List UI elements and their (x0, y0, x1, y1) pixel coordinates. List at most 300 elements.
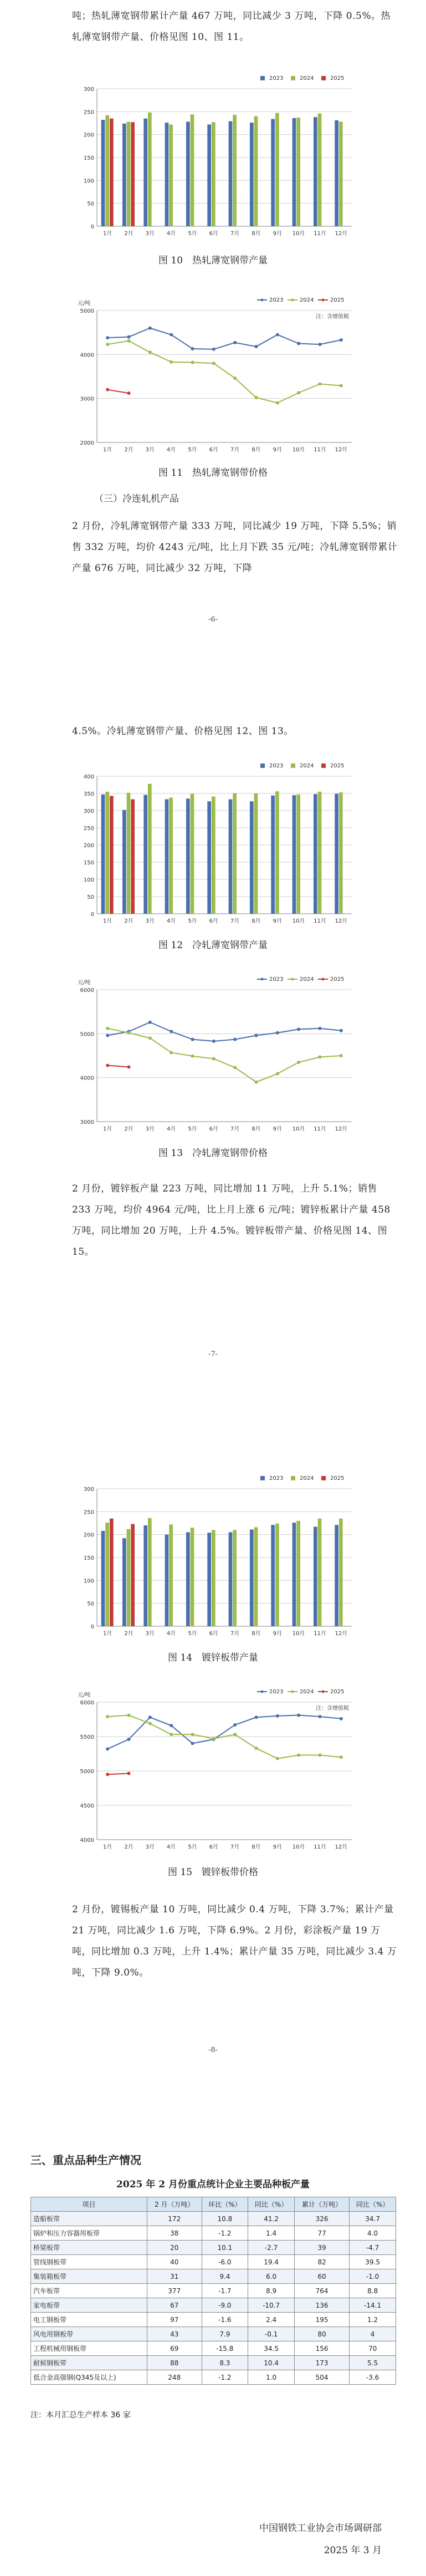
legend-marker (291, 978, 294, 981)
figure-caption: 图 10 热轧薄宽钢带产量 (158, 255, 268, 266)
bar (148, 1518, 152, 1626)
y-tick-label: 200 (83, 843, 94, 849)
y-tick-label: 2000 (80, 440, 94, 446)
data-point (212, 1057, 215, 1061)
header-yoy: 同比（%） (248, 2197, 295, 2212)
bar (207, 1533, 211, 1626)
x-tick-label: 11月 (314, 918, 326, 924)
data-point (340, 384, 343, 388)
cell-value: 377 (147, 2284, 202, 2298)
data-point (297, 1753, 300, 1757)
cell-value: 39.5 (350, 2255, 396, 2269)
cell-value: 156 (295, 2341, 350, 2356)
table-header-row (31, 2197, 396, 2212)
x-tick-label: 11月 (314, 1126, 326, 1132)
data-point (340, 338, 343, 342)
data-point (255, 396, 258, 399)
cell-value: -1.0 (350, 2269, 396, 2284)
data-point (319, 382, 322, 385)
cell-value: 172 (147, 2212, 202, 2226)
data-point (276, 401, 279, 405)
data-point (191, 361, 194, 364)
x-tick-label: 3月 (145, 231, 155, 237)
y-tick-label: 6000 (80, 987, 94, 994)
bar (148, 784, 152, 914)
data-point (340, 1054, 343, 1057)
x-tick-label: 4月 (166, 1844, 176, 1850)
data-point (255, 1715, 258, 1719)
legend-swatch (321, 763, 326, 768)
y-tick-label: 4000 (80, 1837, 94, 1844)
x-tick-label: 5月 (188, 447, 197, 453)
data-point (170, 1051, 173, 1054)
bar (143, 795, 147, 914)
legend-marker (291, 299, 294, 302)
legend-label: 2024 (300, 976, 314, 982)
x-tick-label: 8月 (252, 1126, 261, 1132)
x-tick-label: 6月 (209, 447, 219, 453)
y-tick-label: 6000 (80, 1700, 94, 1706)
x-tick-label: 6月 (209, 1844, 219, 1850)
legend-label: 2023 (269, 75, 284, 82)
x-tick-label: 4月 (166, 1631, 176, 1637)
legend-label: 2025 (330, 297, 345, 303)
legend-swatch (260, 76, 265, 80)
x-tick-label: 8月 (252, 447, 261, 453)
data-point (297, 1714, 300, 1717)
x-tick-label: 5月 (188, 1844, 197, 1850)
y-tick-label: 3000 (80, 396, 94, 403)
data-point (170, 360, 173, 364)
series-line (107, 1022, 341, 1041)
x-tick-label: 3月 (145, 918, 155, 924)
bar (229, 800, 233, 914)
data-point (106, 1715, 109, 1718)
y-tick-label: 4500 (80, 1803, 94, 1809)
x-tick-label: 5月 (188, 1631, 197, 1637)
y-tick-label: 300 (83, 808, 94, 814)
y-tick-label: 100 (83, 877, 94, 883)
x-tick-label: 4月 (166, 231, 176, 237)
data-point (106, 388, 109, 391)
y-tick-label: 250 (83, 826, 94, 832)
y-tick-label: 0 (90, 224, 94, 230)
cell-value: 41.2 (248, 2212, 295, 2226)
table-row (31, 2341, 396, 2356)
bar-chart-fig12 (72, 760, 360, 931)
data-point (319, 1055, 322, 1058)
cell-value: -15.8 (202, 2341, 248, 2356)
cell-value: 10.4 (248, 2356, 295, 2370)
table-note: 注：本月汇总生产样本 36 家 (30, 2411, 131, 2420)
legend-label: 2024 (300, 1689, 314, 1695)
bar (314, 1527, 317, 1626)
bar (339, 792, 343, 914)
x-tick-label: 7月 (230, 1844, 240, 1850)
data-point (170, 1733, 173, 1736)
x-tick-label: 2月 (124, 1631, 134, 1637)
table-row (31, 2284, 396, 2298)
chart-note: 注：含增值税 (316, 1706, 349, 1712)
bar (212, 1530, 215, 1626)
legend-swatch (291, 76, 295, 80)
data-point (319, 1027, 322, 1030)
cell-value: 504 (295, 2370, 350, 2385)
data-point (148, 1036, 152, 1040)
x-tick-label: 5月 (188, 231, 197, 237)
y-tick-label: 50 (87, 894, 94, 900)
paragraph: 4.5%。冷轧薄宽钢带产量、价格见图 12、图 13。 (72, 726, 294, 737)
bar (296, 795, 300, 914)
bar (271, 1525, 275, 1626)
cell-value: 9.4 (202, 2269, 248, 2284)
data-point (191, 1742, 194, 1745)
x-tick-label: 10月 (292, 918, 305, 924)
legend-label: 2023 (269, 1475, 284, 1482)
x-tick-label: 7月 (230, 447, 240, 453)
bar (254, 116, 258, 226)
data-point (106, 1773, 109, 1776)
cell-value: 20 (147, 2241, 202, 2255)
bar (250, 801, 254, 914)
data-point (340, 1755, 343, 1759)
y-tick-label: 4000 (80, 352, 94, 359)
data-point (148, 350, 152, 354)
cell-item: 工程机械用钢板带 (31, 2341, 147, 2356)
data-point (127, 1738, 131, 1741)
bar (169, 124, 173, 226)
x-tick-label: 7月 (230, 1126, 240, 1132)
data-point (276, 1031, 279, 1035)
bar (212, 797, 215, 914)
bar (110, 1519, 114, 1626)
x-tick-label: 9月 (273, 1844, 283, 1850)
page-number: -6- (208, 615, 218, 624)
bar (296, 118, 300, 226)
y-tick-label: 50 (87, 201, 94, 207)
bar (191, 794, 194, 914)
bar (131, 1524, 135, 1626)
cell-item: 集装箱板带 (31, 2269, 147, 2284)
table-row (31, 2327, 396, 2341)
legend-label: 2024 (300, 763, 314, 769)
page-number: -7- (208, 1350, 218, 1358)
data-point (106, 1747, 109, 1750)
data-point (127, 335, 131, 339)
legend-label: 2025 (330, 1475, 345, 1482)
bar-chart-fig10 (72, 72, 360, 244)
bar (105, 1523, 109, 1626)
x-tick-label: 10月 (292, 1126, 305, 1132)
x-tick-label: 12月 (335, 918, 348, 924)
cell-value: 43 (147, 2327, 202, 2341)
data-point (233, 1733, 237, 1736)
x-tick-label: 12月 (335, 1631, 348, 1637)
table-row (31, 2212, 396, 2226)
bar (169, 797, 173, 914)
bar (335, 120, 338, 226)
cell-item: 桥梁板带 (31, 2241, 147, 2255)
legend-marker (322, 978, 325, 981)
bar (292, 118, 296, 226)
legend-label: 2023 (269, 976, 284, 982)
y-tick-label: 4000 (80, 1075, 94, 1082)
legend-label: 2024 (300, 75, 314, 82)
data-point (106, 1063, 109, 1067)
bar (165, 800, 169, 914)
bar (101, 795, 105, 914)
bar (314, 117, 317, 226)
cell-value: 77 (295, 2226, 350, 2241)
legend-marker (291, 1691, 294, 1693)
bar (101, 1531, 105, 1626)
line-chart-fig11 (72, 294, 360, 460)
data-point (106, 336, 109, 339)
series-line (107, 1773, 129, 1774)
table-row (31, 2269, 396, 2284)
x-tick-label: 11月 (314, 231, 326, 237)
bar (186, 1533, 190, 1626)
y-tick-label: 5000 (80, 1769, 94, 1775)
cell-value: 136 (295, 2298, 350, 2313)
cell-value: 1.4 (248, 2226, 295, 2241)
cell-value: 40 (147, 2255, 202, 2269)
data-point (148, 1722, 152, 1725)
x-tick-label: 9月 (273, 1631, 283, 1637)
bar (292, 795, 296, 914)
legend-marker (322, 299, 325, 302)
data-point (255, 1747, 258, 1750)
data-point (127, 1031, 131, 1035)
y-tick-label: 100 (83, 178, 94, 185)
bar (131, 800, 135, 914)
bar (335, 794, 338, 914)
data-point (191, 347, 194, 350)
data-point (170, 333, 173, 337)
x-tick-label: 6月 (209, 1126, 219, 1132)
x-tick-label: 2月 (124, 231, 134, 237)
bar (191, 1528, 194, 1626)
x-tick-label: 11月 (314, 447, 326, 453)
y-axis-label: 元/吨 (78, 301, 91, 307)
bar (254, 793, 258, 914)
legend-swatch (260, 763, 265, 768)
bar (143, 119, 147, 226)
x-tick-label: 9月 (273, 1126, 283, 1132)
cell-value: 248 (147, 2370, 202, 2385)
bar (143, 1525, 147, 1626)
cell-value: -9.0 (202, 2298, 248, 2313)
legend-label: 2025 (330, 75, 345, 82)
figure-caption: 图 15 镀锌板带价格 (167, 1867, 259, 1878)
bar (292, 1523, 296, 1626)
bar (127, 1529, 131, 1626)
legend-marker (261, 299, 264, 302)
x-tick-label: 8月 (252, 1844, 261, 1850)
cell-value: -4.7 (350, 2241, 396, 2255)
series-line (107, 1715, 341, 1759)
cell-value: 764 (295, 2284, 350, 2298)
bar (318, 114, 322, 226)
header-cumulative: 累计（万吨） (295, 2197, 350, 2212)
cell-item: 低合金高强钢(Q345及以上) (31, 2370, 147, 2385)
bar (207, 124, 211, 226)
table-title: 2025 年 2 月份重点统计企业主要品种板产量 (116, 2179, 310, 2190)
cell-value: 88 (147, 2356, 202, 2370)
data-point (127, 339, 131, 343)
table-row (31, 2356, 396, 2370)
data-point (212, 1040, 215, 1043)
bar (165, 123, 169, 226)
cell-value: 2.4 (248, 2313, 295, 2327)
bar (165, 1535, 169, 1626)
bar (254, 1527, 258, 1626)
table-row (31, 2255, 396, 2269)
y-tick-label: 400 (83, 774, 94, 780)
cell-value: -2.7 (248, 2241, 295, 2255)
y-tick-label: 5000 (80, 1031, 94, 1038)
x-tick-label: 3月 (145, 447, 155, 453)
cell-value: 34.7 (350, 2212, 396, 2226)
x-tick-label: 12月 (335, 231, 348, 237)
data-point (276, 333, 279, 337)
cell-value: -1.7 (202, 2284, 248, 2298)
data-point (255, 345, 258, 348)
paragraph: 2 月份，冷轧薄宽钢带产量 333 万吨，同比减少 19 万吨，下降 5.5%；销售 332 万吨，均价 4243 元/吨，比上月下跌 35 元/吨；冷轧薄宽钢带累计产量 676 万吨，同比减少 32 万吨，下降 (72, 521, 398, 574)
data-point (191, 1038, 194, 1041)
bar-chart-fig14 (72, 1472, 360, 1644)
x-tick-label: 3月 (145, 1126, 155, 1132)
x-tick-label: 8月 (252, 1631, 261, 1637)
x-tick-label: 9月 (273, 447, 283, 453)
data-point (191, 1733, 194, 1736)
cell-value: 38 (147, 2226, 202, 2241)
x-tick-label: 2月 (124, 1844, 134, 1850)
bar (275, 791, 279, 914)
legend-label: 2024 (300, 1475, 314, 1482)
data-point (233, 341, 237, 344)
bar (229, 121, 233, 226)
bar (233, 115, 237, 226)
line-chart-fig15 (72, 1686, 360, 1857)
cell-value: 6.0 (248, 2269, 295, 2284)
data-point (297, 1027, 300, 1031)
data-point (127, 1065, 131, 1068)
y-tick-label: 50 (87, 1601, 94, 1607)
x-tick-label: 10月 (292, 231, 305, 237)
data-point (255, 1081, 258, 1084)
bar (105, 115, 109, 226)
cell-value: 97 (147, 2313, 202, 2327)
signature-org: 中国钢铁工业协会市场调研部 (259, 2523, 382, 2534)
cell-value: -14.1 (350, 2298, 396, 2313)
series-line (107, 341, 341, 403)
data-point (148, 1715, 152, 1719)
data-point (106, 1034, 109, 1037)
cell-value: 1.0 (248, 2370, 295, 2385)
bar (233, 793, 237, 914)
x-tick-label: 1月 (102, 1631, 112, 1637)
bar (101, 120, 105, 226)
series-line (107, 1029, 341, 1082)
cell-item: 电工钢板带 (31, 2313, 147, 2327)
header-feb: 2 月（万吨） (147, 2197, 202, 2212)
x-tick-label: 1月 (102, 447, 112, 453)
cell-value: 7.9 (202, 2327, 248, 2341)
bar (275, 1524, 279, 1626)
series-line (107, 1065, 129, 1067)
data-point (106, 1027, 109, 1030)
data-point (319, 1715, 322, 1718)
x-tick-label: 1月 (102, 918, 112, 924)
bar (335, 1525, 338, 1626)
cell-value: 4 (350, 2327, 396, 2341)
x-tick-label: 8月 (252, 231, 261, 237)
subheading: （三）冷连轧机产品 (94, 493, 179, 505)
y-tick-label: 0 (90, 1624, 94, 1630)
y-tick-label: 350 (83, 791, 94, 797)
x-tick-label: 6月 (209, 1631, 219, 1637)
bar (229, 1533, 233, 1626)
legend-label: 2025 (330, 763, 345, 769)
data-point (233, 1038, 237, 1041)
production-table (30, 2197, 396, 2385)
cell-item: 造船板带 (31, 2212, 147, 2226)
y-axis-label: 元/吨 (78, 1692, 91, 1698)
series-line (107, 390, 129, 393)
x-tick-label: 5月 (188, 1126, 197, 1132)
bar (271, 119, 275, 226)
legend-marker (261, 1691, 264, 1693)
y-tick-label: 3000 (80, 1119, 94, 1126)
x-tick-label: 2月 (124, 1126, 134, 1132)
x-tick-label: 8月 (252, 918, 261, 924)
x-tick-label: 7月 (230, 1631, 240, 1637)
bar (122, 810, 126, 914)
cell-value: -0.1 (248, 2327, 295, 2341)
y-tick-label: 150 (83, 860, 94, 866)
x-tick-label: 12月 (335, 1126, 348, 1132)
x-tick-label: 9月 (273, 231, 283, 237)
section-heading: 三、重点品种生产情况 (30, 2154, 141, 2167)
series-line (107, 328, 341, 349)
x-tick-label: 4月 (166, 918, 176, 924)
cell-value: 8.8 (350, 2284, 396, 2298)
y-tick-label: 150 (83, 1555, 94, 1561)
data-point (148, 327, 152, 330)
legend-label: 2025 (330, 1689, 345, 1695)
bar (233, 1530, 237, 1626)
legend-label: 2025 (330, 976, 345, 982)
data-point (127, 1714, 131, 1717)
bar (339, 1519, 343, 1626)
header-mom: 环比（%） (202, 2197, 248, 2212)
bar (250, 123, 254, 226)
bar (186, 798, 190, 914)
x-tick-label: 6月 (209, 918, 219, 924)
data-point (212, 348, 215, 351)
x-tick-label: 7月 (230, 231, 240, 237)
cell-value: 67 (147, 2298, 202, 2313)
legend-swatch (291, 763, 295, 768)
table-row (31, 2370, 396, 2385)
bar (318, 1519, 322, 1626)
chart-note: 注：含增值税 (316, 314, 349, 320)
bar (271, 796, 275, 914)
data-point (148, 1021, 152, 1024)
data-point (255, 1034, 258, 1037)
data-point (233, 376, 237, 380)
